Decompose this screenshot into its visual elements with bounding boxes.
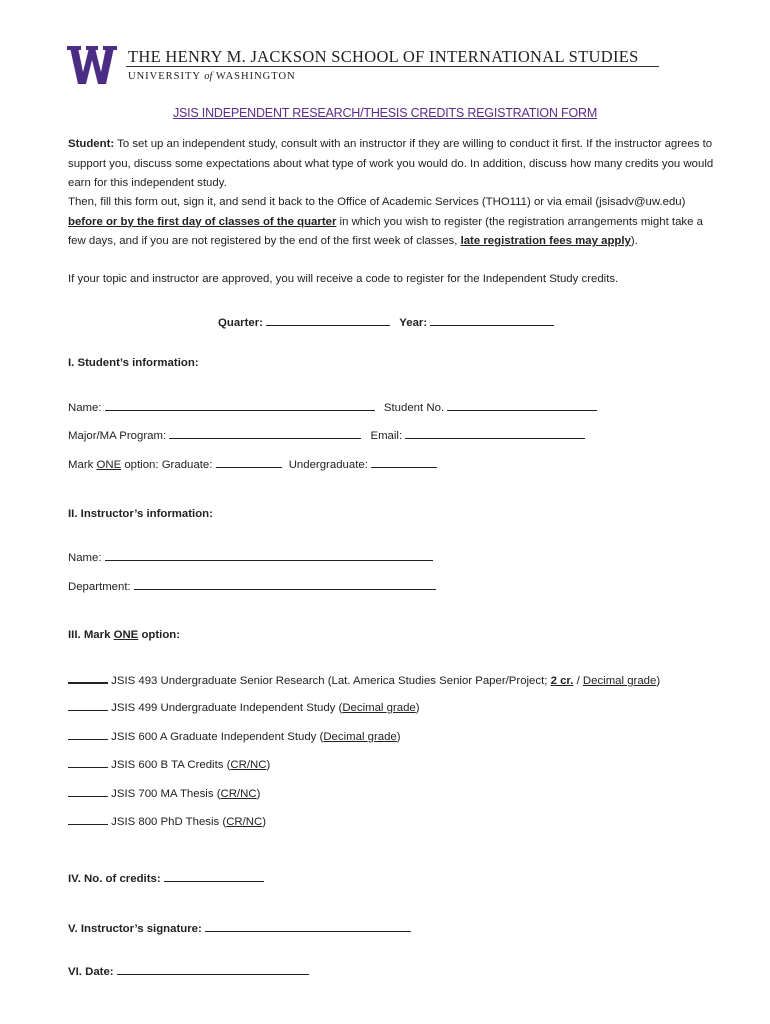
- department-field[interactable]: [134, 579, 436, 590]
- late-fees-text: late registration fees may apply: [460, 235, 631, 247]
- quarter-label: Quarter:: [218, 317, 263, 329]
- student-name-label: Name:: [68, 402, 102, 414]
- option-jsis-600b: JSIS 600 B TA Credits (CR/NC): [68, 757, 270, 771]
- date-label: VI. Date:: [68, 966, 114, 978]
- section-options-heading: III. Mark ONE option:: [68, 629, 181, 641]
- option-jsis-493: JSIS 493 Undergraduate Senior Research (Lat. America Studies Senior Paper/Project; 2 cr. / Decimal grade): [68, 672, 660, 687]
- option-check-field[interactable]: [68, 729, 108, 740]
- option-jsis-800: JSIS 800 PhD Thesis (CR/NC): [68, 814, 266, 828]
- section-student-heading: I. Student’s information:: [68, 357, 199, 369]
- credits-row: [68, 871, 264, 885]
- option-jsis-700: JSIS 700 MA Thesis (CR/NC): [68, 786, 260, 800]
- school-name: THE HENRY M. JACKSON SCHOOL OF INTERNATIONAL STUDIES: [128, 47, 639, 66]
- instructor-name-field[interactable]: [105, 550, 433, 561]
- major-email-row: [68, 428, 585, 442]
- student-label: Student:: [68, 138, 115, 150]
- option-jsis-499: JSIS 499 Undergraduate Independent Study (Decimal grade): [68, 700, 420, 714]
- signature-label: V. Instructor’s signature:: [68, 923, 202, 935]
- intro-paragraph-2: Then, fill this form out, sign it, and send it back to the Office of Academic Services (THO111) or via email (jsisadv@uw.edu) before or by the first day of classes of the quarter in which you wish to register (the registration arrangements might take a few days, and if you are not registered by the end of the first week of classes, late registration fees may apply).: [68, 196, 703, 247]
- option-check-field[interactable]: [68, 757, 108, 768]
- header-divider: [126, 66, 659, 67]
- student-name-field[interactable]: [105, 400, 375, 411]
- uw-w-logo-icon: [67, 46, 117, 84]
- section-instructor-heading: II. Instructor’s information:: [68, 508, 213, 520]
- student-no-field[interactable]: [447, 400, 597, 411]
- deadline-text: before or by the first day of classes of the quarter: [68, 215, 337, 228]
- credits-field[interactable]: [164, 871, 264, 882]
- signature-field[interactable]: [205, 921, 411, 932]
- year-field[interactable]: [430, 315, 554, 326]
- student-name-row: [68, 400, 597, 414]
- department-row: [68, 579, 436, 593]
- form-title: JSIS INDEPENDENT RESEARCH/THESIS CREDITS REGISTRATION FORM: [172, 106, 598, 120]
- year-label: Year:: [399, 317, 428, 329]
- option-check-field[interactable]: [68, 700, 108, 711]
- uw-logo: [67, 46, 117, 84]
- option-check-field[interactable]: [68, 672, 108, 684]
- signature-row: [68, 921, 411, 935]
- quarter-field[interactable]: [266, 315, 390, 326]
- student-no-label: Student No.: [383, 402, 445, 414]
- major-label: Major/MA Program:: [68, 430, 167, 442]
- email-field[interactable]: [405, 428, 585, 439]
- university-name: UNIVERSITY of WASHINGTON: [128, 71, 296, 82]
- department-label: Department:: [68, 581, 131, 593]
- date-field[interactable]: [117, 964, 309, 975]
- undergrad-label: Undergraduate:: [288, 459, 368, 471]
- option-check-field[interactable]: [68, 814, 108, 825]
- email-label: Email:: [370, 430, 403, 442]
- major-field[interactable]: [169, 428, 361, 439]
- option-check-field[interactable]: [68, 786, 108, 797]
- intro-paragraph-3: If your topic and instructor are approved, you will receive a code to register for the Independent Study credits.: [68, 273, 619, 285]
- instructor-name-label: Name:: [68, 552, 102, 564]
- undergrad-field[interactable]: [371, 457, 437, 468]
- level-row: Mark ONE option: Graduate: Undergraduate:: [68, 457, 437, 471]
- option-jsis-600a: JSIS 600 A Graduate Independent Study (Decimal grade): [68, 729, 401, 743]
- instructor-name-row: [68, 550, 433, 564]
- quarter-year-row: [218, 315, 554, 329]
- credits-label: IV. No. of credits:: [68, 873, 161, 885]
- intro-paragraph-1: Student: To set up an independent study, consult with an instructor if they are willing to conduct it first. If the instructor agrees to support you, discuss some expectations about what type of work you would do. In addition, discuss how many credits you would earn for this independent study.: [68, 138, 714, 189]
- date-row: [68, 964, 309, 978]
- graduate-field[interactable]: [216, 457, 282, 468]
